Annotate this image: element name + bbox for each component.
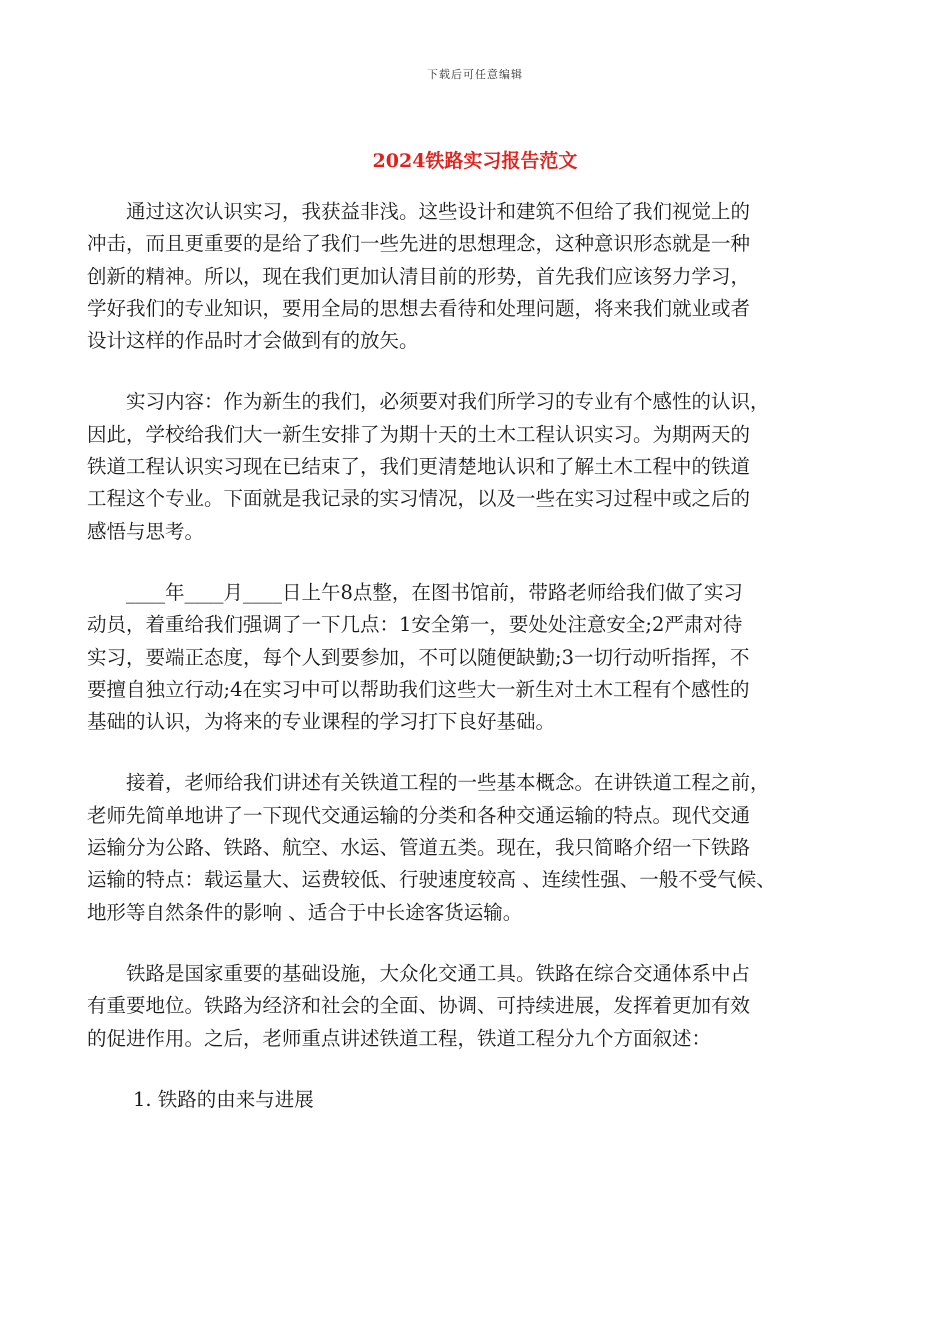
paragraph-line: 实习，要端正态度，每个人到要参加，不可以随便缺勤;3一切行动听指挥，不 <box>87 645 750 669</box>
paragraph-line: 工程这个专业。下面就是我记录的实习情况，以及一些在实习过程中或之后的 <box>87 487 751 511</box>
paragraph-line: 铁路是国家重要的基础设施，大众化交通工具。铁路在综合交通体系中占 <box>87 961 751 985</box>
paragraph-line: 要擅自独立行动;4在实习中可以帮助我们这些大一新生对土木工程有个感性的 <box>87 677 750 701</box>
paragraph-line: 创新的精神。所以，现在我们更加认清目前的形势，首先我们应该努力学习， <box>87 264 751 288</box>
paragraph-line: 铁道工程认识实习现在已结束了，我们更清楚地认识和了解土木工程中的铁道 <box>87 455 751 479</box>
paragraph-line: 学好我们的专业知识，要用全局的思想去看待和处理问题，将来我们就业或者 <box>87 296 751 320</box>
paragraph-line: 动员，着重给我们强调了一下几点：1安全第一，要处处注意安全;2严肃对待 <box>87 613 743 637</box>
paragraph-line: 有重要地位。铁路为经济和社会的全面、协调、可持续进展，发挥着更加有效 <box>87 994 751 1018</box>
paragraph-line: 接着，老师给我们讲述有关铁道工程的一些基本概念。在讲铁道工程之前， <box>87 771 770 795</box>
paragraph-line: 通过这次认识实习，我获益非浅。这些设计和建筑不但给了我们视觉上的 <box>87 200 751 223</box>
paragraph-line: 感悟与思考。 <box>87 519 205 543</box>
paragraph-line: 运输分为公路、铁路、航空、水运、管道五类。现在，我只简略介绍一下铁路 <box>87 836 751 860</box>
paragraph-line: 设计这样的作品时才会做到有的放矢。 <box>87 329 419 353</box>
paragraph-line: 实习内容：作为新生的我们，必须要对我们所学习的专业有个感性的认识， <box>87 390 770 414</box>
paragraph-line: 运输的特点：载运量大、运费较低、行驶速度较高 、连续性强、一般不受气候、 <box>87 868 776 892</box>
paragraph <box>87 386 869 547</box>
paragraph-line: 地形等自然条件的影响 、适合于中长途客货运输。 <box>87 900 523 924</box>
header-note: 下载后可任意编辑 <box>427 68 523 81</box>
paragraph-line: 因此，学校给我们大一新生安排了为期十天的土木工程认识实习。为期两天的 <box>87 422 751 446</box>
paragraph <box>87 577 869 738</box>
document-title: 2024铁路实习报告范文 <box>372 150 578 172</box>
paragraph <box>87 196 869 357</box>
list-item: 1. 铁路的由来与进展 <box>133 1087 314 1111</box>
paragraph-line: ____年____月____日上午8点整，在图书馆前，带路老师给我们做了实习 <box>87 580 743 604</box>
paragraph-line: 老师先简单地讲了一下现代交通运输的分类和各种交通运输的特点。现代交通 <box>87 803 751 827</box>
paragraph-line: 基础的认识，为将来的专业课程的学习打下良好基础。 <box>87 710 556 734</box>
paragraph-line: 的促进作用。之后，老师重点讲述铁道工程，铁道工程分九个方面叙述： <box>87 1026 712 1050</box>
paragraph-line: 冲击，而且更重要的是给了我们一些先进的思想理念，这种意识形态就是一种 <box>87 232 751 256</box>
paragraph <box>87 958 869 1055</box>
paragraph <box>87 767 869 928</box>
document-body <box>87 196 869 1116</box>
